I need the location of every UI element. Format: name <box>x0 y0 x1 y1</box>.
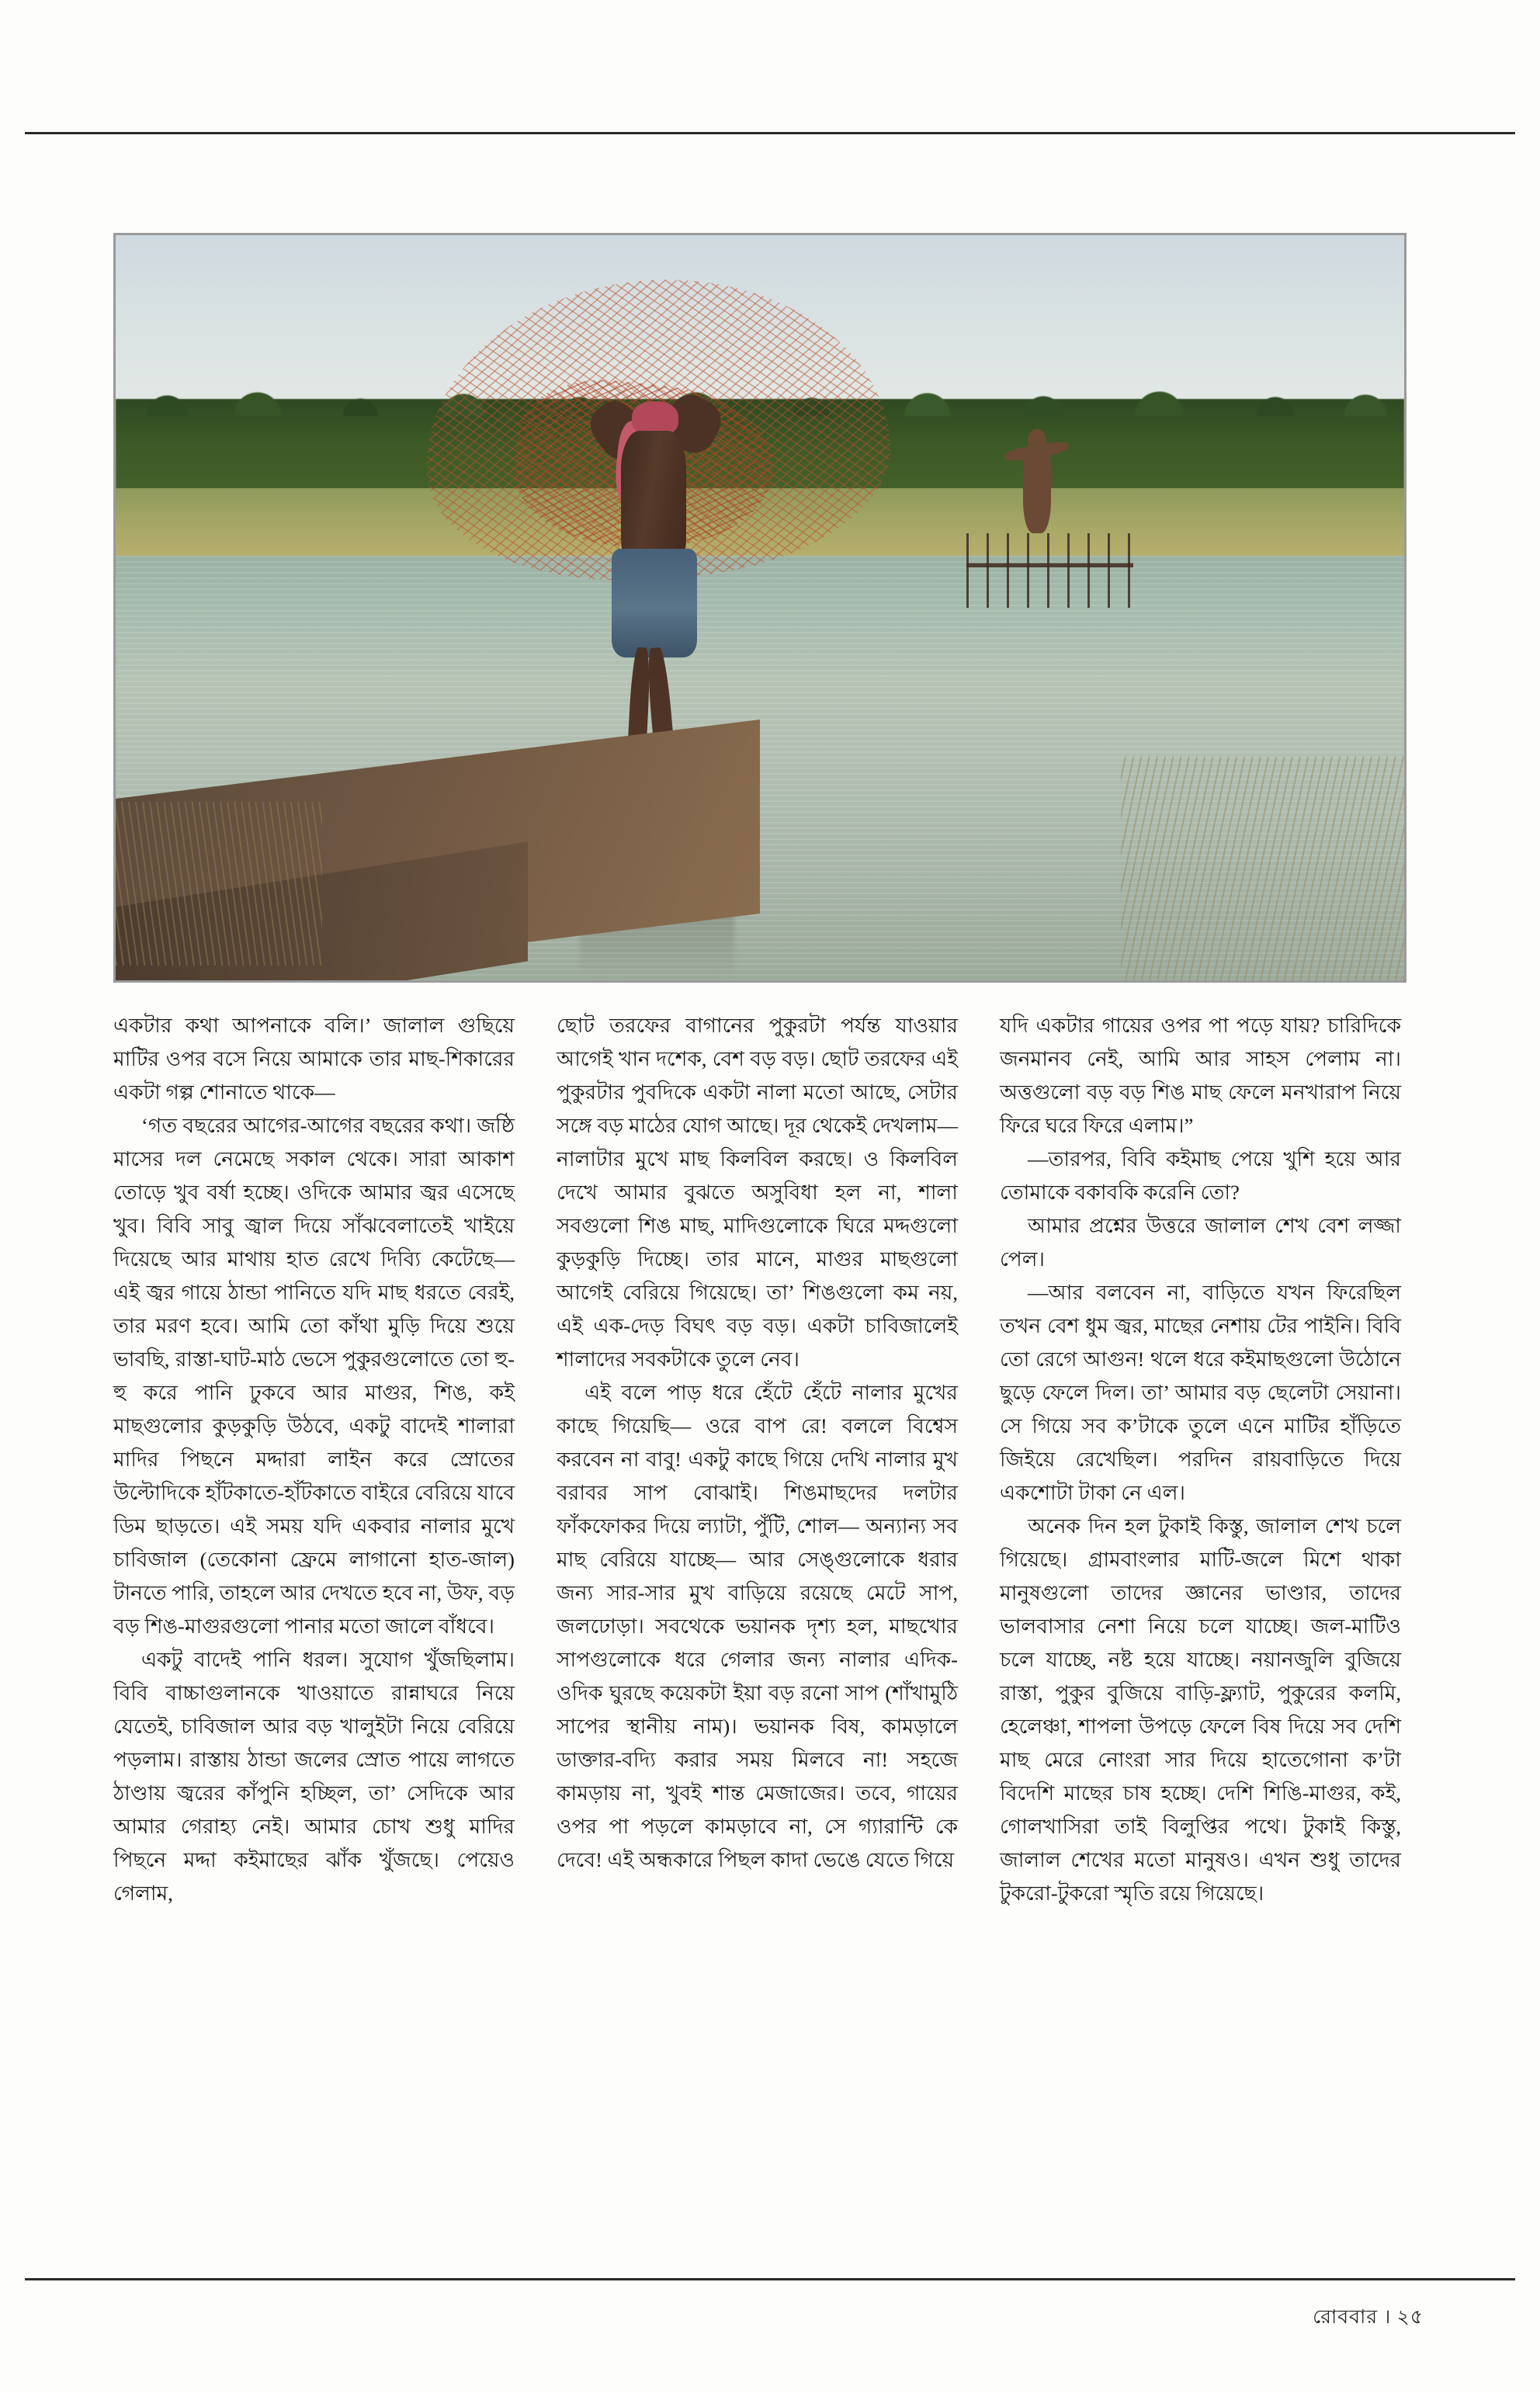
paragraph: এই বলে পাড় ধরে হেঁটে হেঁটে নালার মুখের কাছে গিয়েছি— ওরে বাপ রে! বললে বিশ্বেস করবেন না বাবু! একটু কাছে গিয়ে দেখি নালার মুখ বরাবর সাপ বোঝাই। শিঙমাছদের দলটার ফাঁকফোকর দিয়ে ল্যাটা, পুঁটি, শোল— অন্যান্য সব মাছ বেরিয়ে যাচ্ছে— আর সেঙ্গুলোকে ধরার জন্য সার-সার মুখ বাড়িয়ে রয়েছে মেটে সাপ, জলঢোড়া। সবথেকে ভয়ানক দৃশ্য হল, মাছখোর সাপগুলোকে ধরে গেলার জন্য নালার এদিক-ওদিক ঘুরছে কয়েকটা ইয়া বড় রনো সাপ (শাঁখামুঠি সাপের স্থানীয় নাম)। ভয়ানক বিষ, কামড়ালে ডাক্তার-বদ্যি করার সময় মিলবে না! সহজে কামড়ায় না, খুবই শান্ত মেজাজের। তবে, গায়ের ওপর পা পড়লে কামড়াবে না, সে গ্যারান্টি কে দেবে! এই অন্ধকারে পিছল কাদা ভেঙে যেতে গিয়ে <box>557 1381 958 1871</box>
text-column-3 <box>1000 1009 1401 2220</box>
paragraph: একটু বাদেই পানি ধরল। সুযোগ খুঁজছিলাম। বিবি বাচ্চাগুলানকে খাওয়াতে রান্নাঘরে নিয়ে যেতেই, চাবিজাল আর বড় খালুইটা নিয়ে বেরিয়ে পড়লাম। রাস্তায় ঠান্ডা জলের স্রোত পায়ে লাগতে ঠাণ্ডায় জ্বরের কাঁপুনি হচ্ছিল, তা’ সেদিকে আর আমার গেরাহ্য নেই। আমার চোখ শুধু মাদির পিছনে মদ্দা কইমাছের ঝাঁক খুঁজছে। পেয়েও গেলাম, <box>113 1648 515 1905</box>
grass-right <box>1121 757 1404 980</box>
bottom-rule <box>25 2278 1515 2280</box>
grass-left <box>116 802 322 966</box>
paragraph: —তারপর, বিবি কইমাছ পেয়ে খুশি হয়ে আর তোমাকে বকাবকি করেনি তো? <box>1000 1147 1401 1204</box>
article-photograph <box>113 233 1406 983</box>
paragraph: যদি একটার গায়ের ওপর পা পড়ে যায়? চারিদিকে জনমানব নেই, আমি আর সাহস পেলাম না। অত্তগুলো বড় বড় শিঙ মাছ ফেলে মনখারাপ নিয়ে ফিরে ঘরে ফিরে এলাম।” <box>1000 1014 1401 1137</box>
fisherman-lungi <box>612 549 697 657</box>
paragraph: আমার প্রশ্নের উত্তরে জালাল শেখ বেশ লজ্জা পেল। <box>1000 1214 1401 1271</box>
paragraph: ‘গত বছরের আগের-আগের বছরের কথা। জষ্ঠি মাসের দল নেমেছে সকাল থেকে। সারা আকাশ তোড়ে খুব বর্ষা হচ্ছে। ওদিকে আমার জ্বর এসেছে খুব। বিবি সাবু জ্বাল দিয়ে সাঁঝবেলাতেই খাইয়ে দিয়েছে আর মাথায় হাত রেখে দিব্যি কেটেছে— এই জ্বর গায়ে ঠান্ডা পানিতে যদি মাছ ধরতে বেরই, তার মরণ হবে। আমি তো কাঁথা মুড়ি দিয়ে শুয়ে ভাবছি, রাস্তা-ঘাট-মাঠ ভেসে পুকুরগুলোতে তো হু-হু করে পানি ঢুকবে আর মাগুর, শিঙ, কই মাছগুলোর কুড়কুড়ি উঠবে, একটু বাদেই শালারা মাদির পিছনে মদ্দারা লাইন করে স্রোতের উল্টোদিকে হাঁটকাতে-হাঁটকাতে বাইরে বেরিয়ে যাবে ডিম ছাড়তে। এই সময় যদি একবার নালার মুখে চাবিজাল (তেকোনা ফ্রেমে লাগানো হাত-জাল) টানতে পারি, তাহলে আর দেখতে হবে না, উফ, বড় বড় শিঙ-মাগুরগুলো পানার মতো জালে বাঁধবে। <box>113 1114 515 1638</box>
paragraph: একটার কথা আপনাকে বলি।’ জালাল গুছিয়ে মাটির ওপর বসে নিয়ে আমাকে তার মাছ-শিকারের একটা গল্প শোনাতে থাকে— <box>113 1014 515 1104</box>
paragraph: ছোট তরফের বাগানের পুকুরটা পর্যন্ত যাওয়ার আগেই খান দশেক, বেশ বড় বড়। ছোট তরফের এই পুকুরটার পুবদিকে একটা নালা মতো আছে, সেটার সঙ্গে বড় মাঠের যোগ আছে। দূর থেকেই দেখলাম— নালাটার মুখে মাছ কিলবিল করছে। ও কিলবিল দেখে আমার বুঝতে অসুবিধা হল না, শালা সবগুলো শিঙ মাছ, মাদিগুলোকে ঘিরে মদ্দগুলো কুড়কুড়ি দিচ্ছে। তার মানে, মাগুর মাছগুলো আগেই বেরিয়ে গিয়েছে। তা’ শিঙগুলো কম নয়, এই এক-দেড় বিঘৎ বড় বড়। একটা চাবিজালেই শালাদের সবকটাকে তুলে নেব। <box>557 1014 958 1371</box>
text-column-2 <box>557 1009 958 2220</box>
bamboo-net-frame <box>966 533 1134 608</box>
article-body <box>113 1009 1402 2220</box>
text-column-1 <box>113 1009 515 2220</box>
paragraph: —আর বলবেন না, বাড়িতে যখন ফিরেছিল তখন বেশ ধুম জ্বর, মাছের নেশায় টের পাইনি। বিবি তো রেগে আগুন! থলে ধরে কইমাছগুলো উঠোনে ছুড়ে ফেলে দিল। তা’ আমার বড় ছেলেটা সেয়ানা। সে গিয়ে সব ক’টাকে তুলে এনে মাটির হাঁড়িতে জিইয়ে রেখেছিল। পরদিন রায়বাড়িতে দিয়ে একশোটা টাকা নে এল। <box>1000 1281 1401 1504</box>
top-rule <box>25 132 1515 134</box>
fisherman-torso <box>621 431 686 568</box>
paragraph: অনেক দিন হল টুকাই কিস্তু, জালাল শেখ চলে গিয়েছে। গ্রামবাংলার মাটি-জলে মিশে থাকা মানুষগুলো তাদের জ্ঞানের ভাণ্ডার, তাদের ভালবাসার নেশা নিয়ে চলে যাচ্ছে। জল-মাটিও চলে যাচ্ছে, নষ্ট হয়ে যাচ্ছে। নয়ানজুলি বুজিয়ে রাস্তা, পুকুর বুজিয়ে বাড়ি-ফ্ল্যাট, পুকুরের কলমি, হেলেঞ্চা, শাপলা উপড়ে ফেলে বিষ দিয়ে সব দেশি মাছ মেরে নোংরা সার দিয়ে হাতেগোনা ক’টা বিদেশি মাছের চাষ হচ্ছে। দেশি শিঙি-মাগুর, কই, গোলখাসিরা তাই বিলুপ্তির পথে। টুকাই কিস্তু, জালাল শেখের মতো মানুষও। এখন শুধু তাদের টুকরো-টুকরো স্মৃতি রয়ে গিয়েছে। <box>1000 1514 1401 1905</box>
page-folio: রোববার । ২৫ <box>1313 2307 1424 2328</box>
